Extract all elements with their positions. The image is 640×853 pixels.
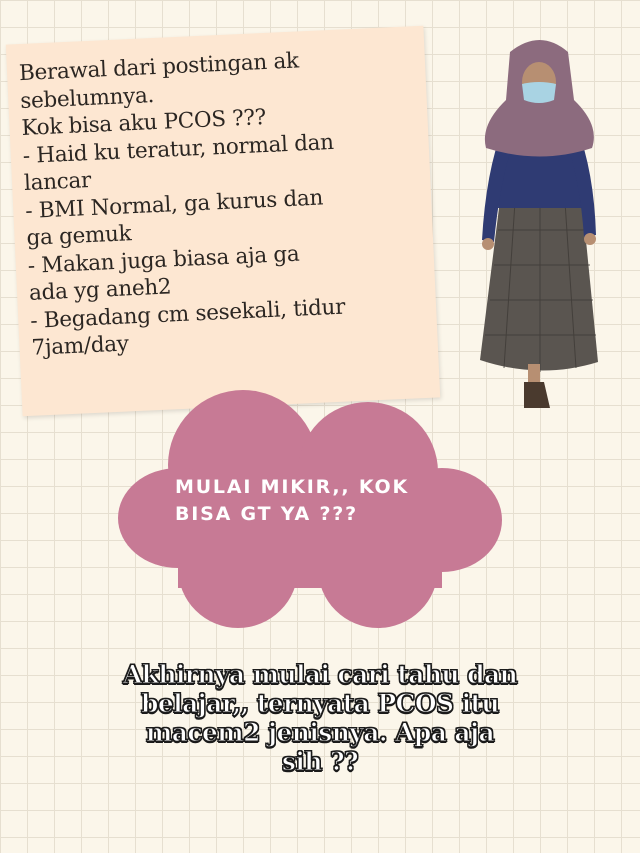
caption-text: Akhirnya mulai cari tahu dan belajar,, ternyata PCOS itu macem2 jenisnya. Apa aja sih ?? <box>122 660 518 776</box>
note-text: Berawal dari postingan ak sebelumnya. Kok bisa aku PCOS ??? - Haid ku teratur, normal dan lancar - BMI Normal, ga kurus dan ga gemuk - Makan juga biasa aja ga ada yg aneh2 - Begadang cm sesekali, tidur 7jam/day <box>18 48 346 361</box>
cloud-text: MULAI MIKIR,, KOK BISA GT YA ??? <box>175 476 409 525</box>
sticky-note <box>6 26 440 417</box>
woman-photo <box>470 30 610 420</box>
